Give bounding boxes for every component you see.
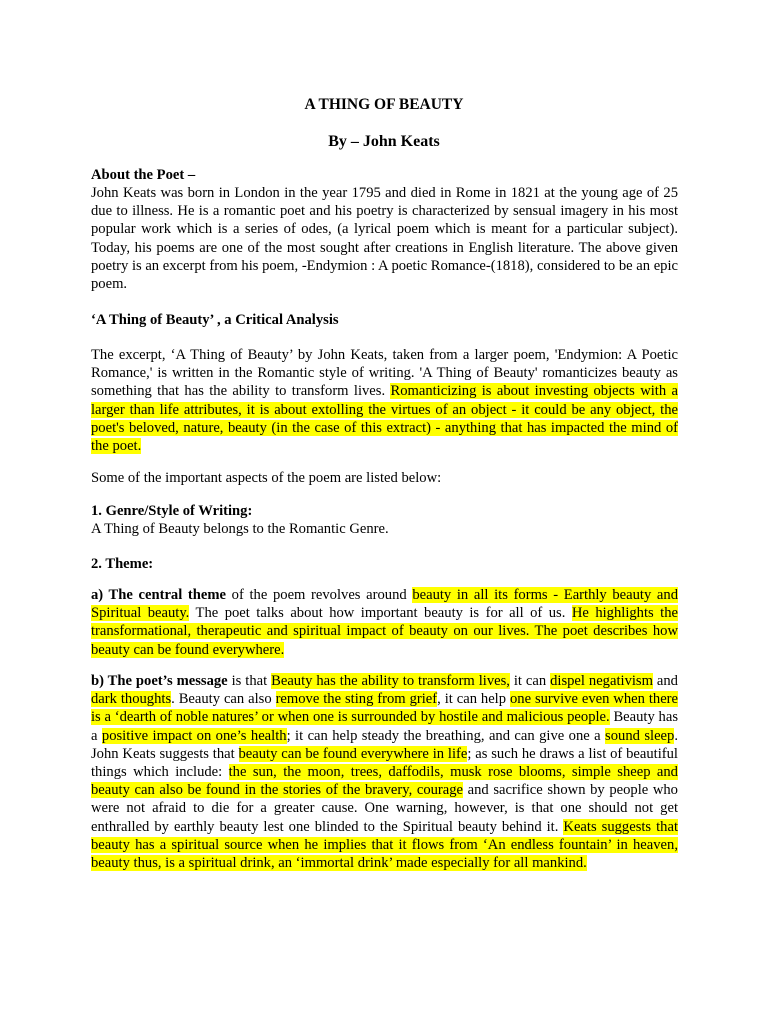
highlight: positive impact on one’s health <box>101 727 287 744</box>
analysis-text: The excerpt, ‘A Thing of Beauty’ by John Keats, taken from a larger poem, 'Endymion: A Poetic Romance,' is written in the Romantic style of writing. 'A Thing of Beauty' romanticizes beauty as something that has the ability to transform lives. <box>91 347 678 400</box>
text-run: , it can help <box>437 691 510 708</box>
text-run: and sacrifice shown by people who were not afraid to die for a greater cause. One warning, however, is that one should not get enthralled by earthly beauty lest one blinded to the Spiritual beauty behind it. <box>91 782 678 835</box>
highlight: dispel negativism <box>550 673 653 689</box>
highlight: dark thoughts <box>91 691 172 708</box>
analysis-heading: ‘A Thing of Beauty’ , a Critical Analysis <box>91 312 339 328</box>
text-run: of the poem revolves around <box>226 587 413 603</box>
analysis-paragraph <box>91 346 678 455</box>
highlight: Keats suggests that beauty has a spiritual source when he implies that it flows from ‘An endless fountain’ in heaven, beauty thus, is a spiritual drink, an ‘immortal drink’ made especially for all mankind. <box>91 818 678 872</box>
about-poet-heading: About the Poet – <box>91 167 196 183</box>
aspects-intro: Some of the important aspects of the poem are listed below: <box>91 470 442 486</box>
genre-text: A Thing of Beauty belongs to the Romantic Genre. <box>91 521 389 537</box>
poets-message-paragraph <box>91 672 678 872</box>
text-run: . Beauty can also <box>171 691 276 708</box>
highlight: the sun, the moon, trees, daffodils, musk rose blooms, simple sheep and beauty can also be found in the stories of the bravery, courage <box>91 764 678 799</box>
text-run: ; as such he draws a list of beautiful things which include: <box>91 745 678 781</box>
document-title: A THING OF BEAUTY <box>304 96 464 113</box>
text-run: ; it can help steady the breathing, and can give one a <box>286 727 606 744</box>
genre-heading: 1. Genre/Style of Writing: <box>91 503 253 519</box>
about-poet-paragraph: John Keats was born in London in the year 1795 and died in Rome in 1821 at the young age of 25 due to illness. He is a romantic poet and his poetry is characterized by sensual imagery in his most popular work which is a series of odes, (a lyrical poem which is meant for a particular subject). Today, his poems are one of the most sought after creations in English literature. The above given poetry is an excerpt from his poem, -Endymion : A poetic Romance-(1818), considered to be an epic poem. <box>91 185 678 293</box>
text-run: . John Keats suggests that <box>91 727 678 762</box>
text-run: is that <box>227 673 272 689</box>
highlight: He highlights the transformational, therapeutic and spiritual impact of beauty on our lives. The poet describes how beauty can be found everywhere. <box>91 605 679 658</box>
highlight: sound sleep <box>605 727 675 744</box>
highlight: remove the sting from grief <box>275 691 438 708</box>
text-run: and <box>652 673 678 689</box>
poets-message-label: b) The poet’s message <box>91 673 228 689</box>
highlight: beauty can be found everywhere in life <box>238 745 468 762</box>
highlight: Romanticizing is about investing objects with a larger than life attributes, it is about extolling the virtues of an object - it could be any object, the poet's beloved, nature, beauty (in the case of this extract) - anything that has impacted the mind of the poet. <box>91 383 678 455</box>
highlight: one survive even when there is a ‘dearth of noble natures’ or when one is surrounded by hostile and malicious people. <box>91 691 679 726</box>
central-theme-label: a) The central theme <box>91 587 227 603</box>
text-run: it can <box>509 673 551 689</box>
author-byline: By – John Keats <box>328 133 440 150</box>
highlight: Beauty has the ability to transform lives, <box>271 673 510 689</box>
text-run: Beauty has a <box>91 709 679 744</box>
highlight: beauty in all its forms - Earthly beauty and Spiritual beauty. <box>91 587 679 622</box>
theme-heading: 2. Theme: <box>91 556 154 572</box>
central-theme-paragraph <box>91 586 678 659</box>
text-run: The poet talks about how important beauty is for all of us. <box>189 605 572 622</box>
